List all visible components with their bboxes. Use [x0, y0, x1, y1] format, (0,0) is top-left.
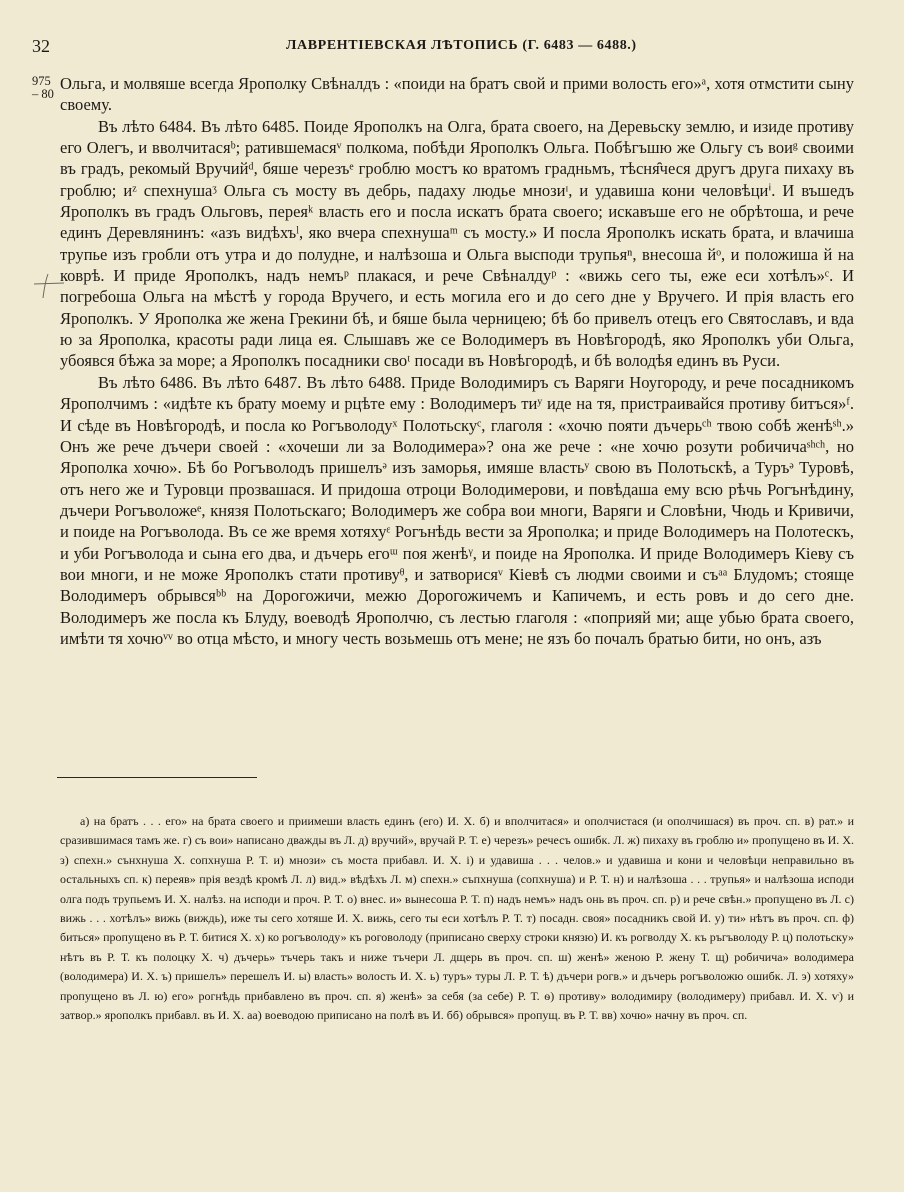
margin-line-ref-1: 975: [32, 74, 51, 88]
paragraph-1: Ольга, и молвяше всегда Ярополку Свѣналдъ : «поиди на братъ свой и прими волость его»ᵃ, хотя отмстити сыну своему.: [60, 74, 854, 115]
page-number: 32: [32, 36, 50, 56]
footnotes-text: а) на братъ . . . его» на брата своего и приимеши власть единъ (его) И. Х. б) и вполчитася» и ополчистася (и ополчишася) въ проч. сп. в) рат.» и сразившимася тамъ же. г) съ вои» написано дважды въ Л. д) вручий», вручай Р. Т. е) черезъ» речесъ ошибк. Л. ж) пихаху въ гроблю и» пропущено въ И. Х. з) спехн.» сънхнуша Х. сопхнуша Р. Т. и) мнози» съ моста прибавл. И. Х. і) и удавиша . . . челов.» и удавиша и кони и человѣци неправильно въ остальныхъ сп. к) переяв» прія вездѣ кромѣ Л. л) вид.» вѣдѣхъ Л. м) спехн.» съпхнуша (сопхнуша) и Р. Т. н) и налѣзоша . . . трупья» и налѣзоша исподи олга подъ трупьемъ И. Х. налѣз. на исподи и проч. Р. Т. о) внес. и» вынесоша Р. Т. п) надъ немъ» надъ онь въ проч. сп. р) и рече свѣн.» пропущено въ Л. с) вижь . . . хотѣлъ» вижь (виждь), иже ты сего хотяше И. Х. вижь, сего ты еси хотѣлъ Р. Т. т) посадн. своя» посадникъ свой И. у) ти» нѣтъ въ проч. сп. ф) биться» пропущено въ Р. Т. битися Х. х) ко рогъволоду» къ роговолоду (приписано сверху строки князю) И. къ рогволду Х. къ ръгъволоду Р. ц) полотьску» нѣтъ въ Р. Т. къ полоцку Х. ч) дъчерь» тъчерь такъ и ниже тъчери Л. дщерь въ проч. сп. ш) женѣ» женою Р. жену Т. щ) робичича» володимера (володимера) И. Х. ъ) пришелъ» перешелъ И. ы) власть» волость И. Х. ь) туръ» туры Л. Р. Т. ѣ) дъчери рогв.» и дъчерь рогъволожю ошибк. Л. э) хотяху» пропущено въ Л. ю) его» рогнѣдь прибавлено въ проч. сп. я) женѣ» за себя (за себе) Р. Т. ѳ) противу» володимиру (володимеру) прибавл. И. Х. ѵ) и затвор.» ярополкъ прибавл. въ И. Х. аа) воеводою приписано на полѣ въ И. бб) обрывся» пропущ. въ Р. Т. вв) хочю» начну въ проч. сп.: [60, 814, 854, 1023]
footnotes: [60, 812, 854, 1025]
paragraph-3: Въ лѣто 6486. Въ лѣто 6487. Въ лѣто 6488. Приде Володимиръ съ Варяги Ноугороду, и рече посадникомъ Ярополчимъ : «идѣте къ брату моему и рцѣте ему : Володимеръ тиʸ иде на тя, пристраивайся противу битъся»ᶠ. И сѣде въ Новѣгородѣ, и посла ко Рогъволодуˣ Полотьскуᶜ, глаголя : «хочю пояти дъчерьᶜʰ твою собѣ женѣˢʰ.» Онъ же рече дъчери своей : «хочеши ли за Володимера»? она же рече : «не хочю розути робичичаˢʰᶜʰ, но Ярополка хочю». Бѣ бо Рогъволодъ пришелъᵊ изъ заморья, имяше властьʸ свою въ Полотьскѣ, а Туръᵊ Туровѣ, отъ него же и Туровци прозвашася. И придоша отроци Володимерови, и повѣдаша ему всю рѣчь Рогънѣдину, дъчери Рогъволожеᵉ, князя Полотьскаго; Володимеръ же собра вои многи, Варяги и Словѣни, Чюдь и Кривичи, и поиде на Рогъволода. Въ се же время хотяхуᵋ Рогънѣдь вести за Ярополка; и приде Володимеръ на Полотескъ, и уби Рогъволода и сына его два, и дъчерь егоᵚ поя женѣᵞ, и поиде на Ярополка. И приде Володимеръ Кіеву съ вои многи, и не може Ярополкъ стати противуᶿ, и затворисяᵛ Кіевѣ съ людми своими и съᵃᵃ Блудомъ; стояще Володимеръ обрывсяᵇᵇ на Дорогожичи, межю Дорогожичемъ и Капичемъ, и есть ровъ и до сего дне. Володимеръ же посла къ Блуду, воеводѣ Ярополчю, съ лестью глаголя : «поприяй ми; аще убью брата своего, имѣти тя хочюᵛᵛ во отца мѣсто, и многу честь возьмешь отъ мене; не язъ бо почалъ братью бити, но онъ, азъ: [60, 372, 854, 648]
running-head: ЛАВРЕНТІЕВСКАЯ ЛѢТОПИСЬ (Г. 6483 — 6488.): [286, 38, 637, 53]
paragraph-2: Въ лѣто 6484. Въ лѣто 6485. Поиде Ярополкъ на Олга, брата своего, на Деревьску землю, и изиде противу его Олегъ, и вволчитасяᵇ; ратившемасяᵛ полкома, побѣди Ярополкъ Ольга. Побѣгъшю же Ольгу съ воиᵍ своими въ градъ, рекомый Вручийᵈ, бяше черезъᵉ гроблю мостъ ко вратомъ градньмъ, тѣсня̑чеся другъ друга пихаху въ гроблю; иᶻ спехнушаᶾ Ольга съ мосту въ дебрь, падаху людье мнозиᶦ, и удавиша кони человѣциⁱ. И въшедъ Ярополкъ въ градъ Ольговъ, переяᵏ власть его и посла искатъ брата своего; искавъше его не обрѣтоша, и рече единъ Деревлянинъ: «азъ видѣхъˡ, яко вчера спехнушаᵐ съ мосту.» И посла Ярополкъ искать брата, и влачиша трупье изъ гробли отъ утра и до полудне, и налѣзоша и Ольга высподи трупьяⁿ, внесоша йᵒ, и положиша й на коврѣ. И приде Ярополкъ, надъ немъᵖ плакася, и рече Свѣналдуᵖ : «вижь сего ты, еже еси хотѣлъ»ᶜ. И погребоша Ольга на мѣстѣ у города Вручего, и есть могила его и до сего дне у Вручего. И прія власть его Ярополкъ. У Ярополка же жена Грекини бѣ, и бяше была черницею; бѣ бо привелъ отецъ его Святославъ, и вда ю за Ярополка, красоты ради лица ея. Слышавъ же се Володимеръ въ Новѣгородѣ, яко Ярополкъ уби Ольга, убоявся бѣжа за море; а Ярополкъ посадники своᵗ посади въ Новѣгородѣ, и бѣ володѣя единъ въ Руси.: [60, 116, 854, 371]
margin-line-reference: [32, 75, 54, 101]
margin-line-ref-2: – 80: [32, 87, 54, 101]
footnote-divider: [57, 777, 257, 778]
main-text: [60, 73, 854, 649]
